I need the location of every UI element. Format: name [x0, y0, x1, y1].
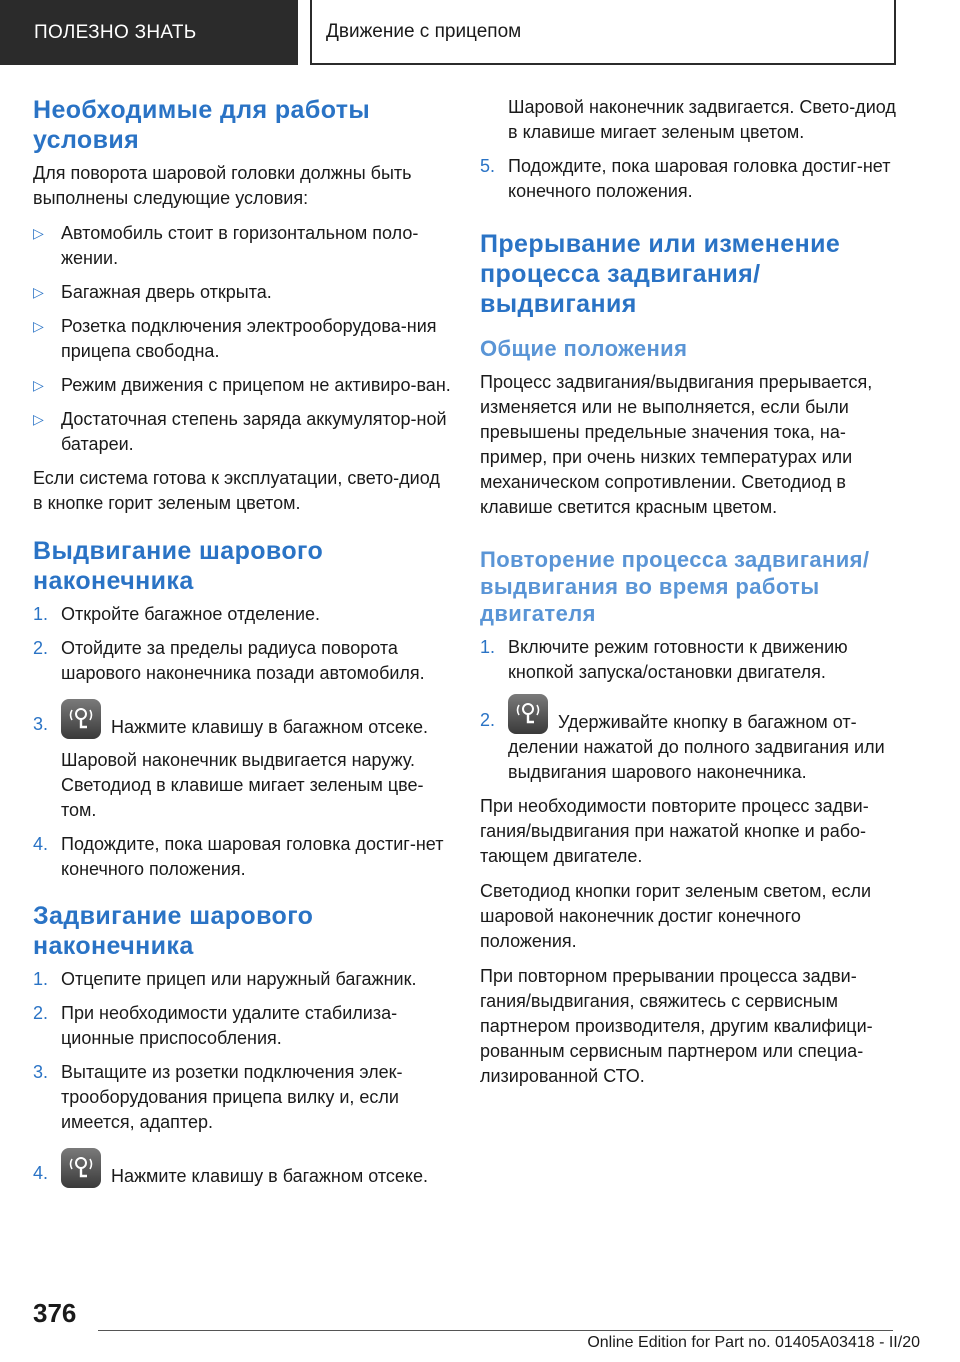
repeat-text-3: При повторном прерывании процесса задви-гания/выдвигания, свяжитесь с сервисным партнером производителя, другим квалифици-рованным сервисным партнером или специа-лизированной СТО. — [480, 966, 873, 1086]
section-title-extend: Выдвигание шарового наконечника — [33, 537, 324, 595]
list-item: 1. Откройте багажное отделение. — [33, 604, 321, 624]
list-item: 4. Нажмите клавишу в багажном отсеке. — [33, 1144, 451, 1191]
section-title-requirements: Необходимые для работы условия — [33, 96, 371, 154]
footer-divider — [98, 1330, 893, 1331]
retract-steps-continued — [480, 95, 898, 204]
right-column — [480, 95, 898, 1099]
section-title-interruption: Прерывание или изменение процесса задвигания/ выдвигания — [480, 230, 841, 318]
list-item: ▷ Розетка подключения электрооборудова-ния прицепа свободна. — [33, 316, 437, 361]
header-chapter — [310, 0, 896, 65]
bullet-triangle-icon: ▷ — [33, 411, 44, 427]
section-title-retract: Задвигание шарового наконечника — [33, 902, 314, 960]
page-number: 376 — [33, 1298, 77, 1328]
subsection-title-general: Общие положения — [480, 336, 688, 361]
step-continuation: Шаровой наконечник задвигается. Свето-диод в клавише мигает зеленым цветом. — [508, 97, 896, 142]
bullet-triangle-icon: ▷ — [33, 284, 44, 300]
list-item: ▷ Багажная дверь открыта. — [33, 280, 451, 305]
requirements-list — [33, 221, 451, 457]
list-item: ▷ Достаточная степень заряда аккумулятор-ной батареи. — [33, 409, 447, 454]
left-column — [33, 95, 451, 1200]
trailer-hitch-button-icon — [61, 1148, 101, 1188]
list-item: ▷ Режим движения с прицепом не активиро-ван. — [33, 373, 451, 398]
list-item: 5. Подождите, пока шаровая головка достиг-нет конечного положения. — [480, 156, 891, 201]
extend-steps — [33, 602, 451, 882]
list-item: 3. Нажмите клавишу в багажном отсеке. Шаровой наконечник выдвигается наружу. Светодиод в клавише мигает зеленым цве-том. — [33, 695, 451, 823]
list-item: 2. Отойдите за пределы радиуса поворота шарового наконечника позади автомобиля. — [33, 638, 425, 683]
list-item: 1. Включите режим готовности к движению кнопкой запуска/остановки двигателя. — [480, 637, 848, 682]
step-continuation: Шаровой наконечник выдвигается наружу. Светодиод в клавише мигает зеленым цве-том. — [61, 750, 424, 820]
repeat-steps — [480, 635, 898, 785]
repeat-text-2: Светодиод кнопки горит зеленым светом, если шаровой наконечник достиг конечного положения. — [480, 881, 872, 951]
requirements-intro: Для поворота шаровой головки должны быть выполнены следующие условия: — [33, 163, 412, 208]
list-item: 1. Отцепите прицеп или наружный багажник. — [33, 969, 417, 989]
list-item: 2. При необходимости удалите стабилиза-ционные приспособления. — [33, 1003, 398, 1048]
repeat-text-1: При необходимости повторите процесс задви-гания/выдвигания при нажатой кнопке и рабо-тающем двигателе. — [480, 796, 869, 866]
header-chapter-label: Движение с прицепом — [326, 20, 522, 42]
bullet-triangle-icon: ▷ — [33, 318, 44, 334]
bullet-triangle-icon: ▷ — [33, 225, 44, 241]
trailer-hitch-button-icon — [61, 699, 101, 739]
list-item: 4. Подождите, пока шаровая головка достиг-нет конечного положения. — [33, 834, 444, 879]
list-item: ▷ Автомобиль стоит в горизонтальном поло-жении. — [33, 223, 419, 268]
trailer-hitch-button-icon — [508, 694, 548, 734]
interruption-text: Процесс задвигания/выдвигания прерывается, изменяется или не выполняется, если были превышены предельные значения тока, на-пример, при очень низких температурах или механическом сопротивлении. Светодиод в клавише светится красным цветом. — [480, 372, 873, 517]
footer-edition: Online Edition for Part no. 01405A03418 - II/20 — [587, 1334, 920, 1351]
bullet-triangle-icon: ▷ — [33, 377, 44, 393]
header-section — [0, 0, 298, 65]
list-item: 2. Удерживайте кнопку в багажном от-делении нажатой до полного задвигания или выдвигания шарового наконечника. — [480, 694, 898, 785]
section-title-repeat: Повторение процесса задвигания/ выдвигания во время работы двигателя — [480, 547, 870, 626]
list-item — [480, 95, 898, 145]
list-item: 3. Вытащите из розетки подключения элек-трооборудования прицепа вилку и, если имеется, адаптер. — [33, 1062, 403, 1132]
header-section-label: ПОЛЕЗНО ЗНАТЬ — [34, 21, 197, 43]
retract-steps — [33, 967, 451, 1191]
requirements-outro: Если система готова к эксплуатации, свето-диод в кнопке горит зеленым цветом. — [33, 468, 440, 513]
